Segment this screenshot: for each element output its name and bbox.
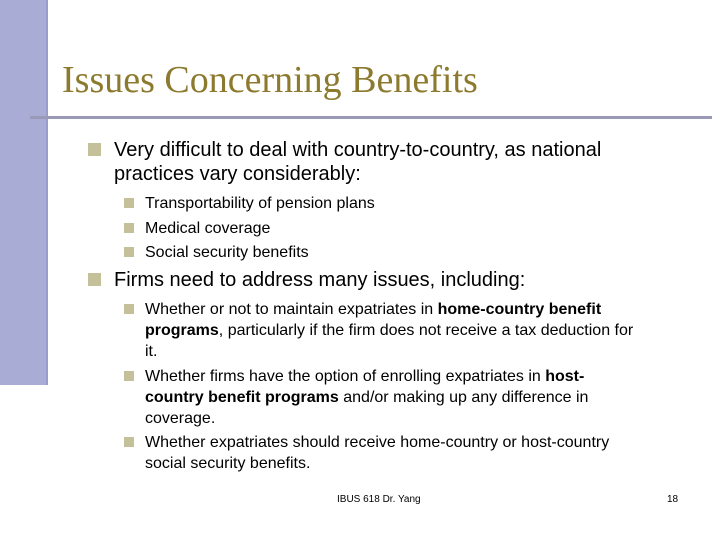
sub-bullet-square-icon: [124, 223, 134, 233]
text-run: , particularly if the firm does not receive a tax deduction for it.: [145, 322, 634, 360]
sub-bullet-1-3-text: [145, 242, 635, 263]
sub-bullet-2-3-text: [145, 432, 635, 474]
sub-bullet-2-2-text: [145, 366, 635, 429]
sub-bullet-square-icon: [124, 198, 134, 208]
slide-title: Issues Concerning Benefits: [62, 59, 478, 101]
sub-bullet-square-icon: [124, 304, 134, 314]
text-run: Social security benefits: [145, 244, 309, 261]
bullet-square-icon: [88, 143, 101, 156]
sub-bullet-2-1-text: [145, 299, 635, 362]
sub-bullet-square-icon: [124, 437, 134, 447]
sub-bullet-square-icon: [124, 371, 134, 381]
sub-bullet-1-2-text: [145, 218, 635, 239]
text-run: Transportability of pension plans: [145, 195, 375, 212]
footer-course-label: IBUS 618 Dr. Yang: [337, 494, 421, 505]
text-run: Whether or not to maintain expatriates in: [145, 301, 438, 318]
emphasis-text: home-country benefit programs: [145, 301, 602, 339]
text-run: Whether expatriates should receive home-country or host-country social security benefits.: [145, 434, 610, 472]
emphasis-text: host-country benefit programs: [145, 368, 585, 406]
text-run: Whether firms have the option of enrolling expatriates in: [145, 368, 546, 385]
bullet-2-text: Firms need to address many issues, including:: [114, 269, 526, 291]
text-run: Medical coverage: [145, 220, 271, 237]
text-run: and/or making up any difference in coverage.: [145, 389, 589, 427]
sub-bullet-1-1-text: [145, 193, 635, 214]
title-divider: [30, 116, 712, 119]
left-accent-bar-edge: [46, 0, 48, 385]
bullet-square-icon: [88, 273, 101, 286]
left-accent-bar: [0, 0, 48, 385]
sub-bullet-square-icon: [124, 247, 134, 257]
bullet-1-text: Very difficult to deal with country-to-country, as national practices vary considerably:: [114, 139, 602, 185]
page-number: 18: [667, 494, 679, 505]
